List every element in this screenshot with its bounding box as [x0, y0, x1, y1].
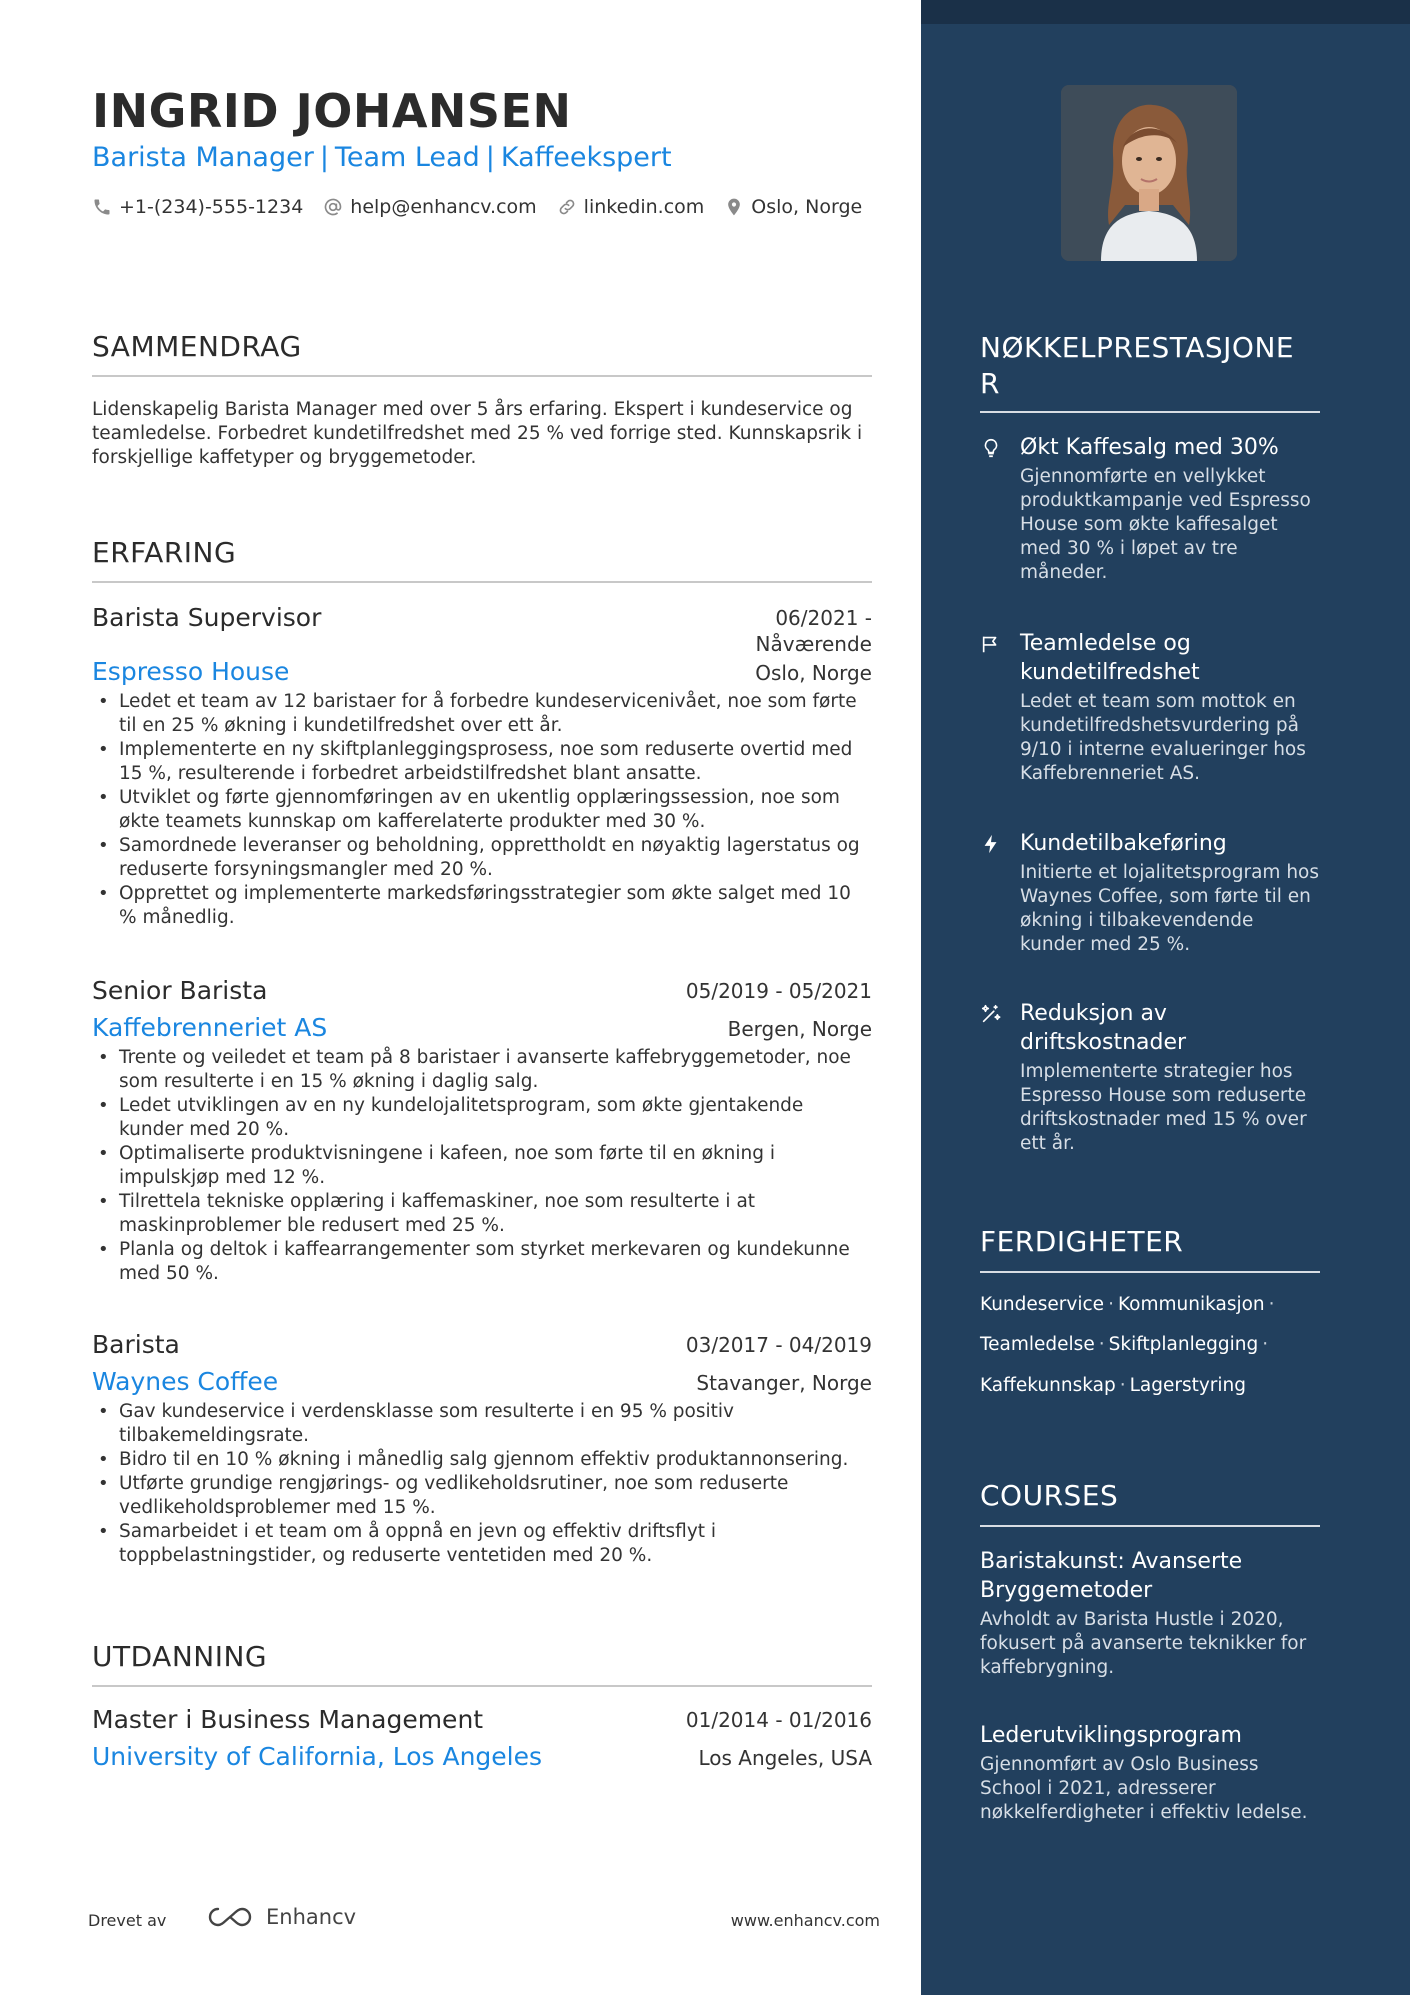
job-entry — [92, 1330, 872, 1568]
headline — [92, 142, 672, 173]
bullet-item: • Gav kundeservice i verdensklasse som resulterte i en 95 % positiv tilbakemeldingsrate. — [92, 1400, 872, 1448]
bullet-item: • Ledet et team av 12 baristaer for å forbedre kundeservicenivået, noe som førte til en 25 % økning i kundetilfredshet over ett år. — [92, 690, 872, 738]
achievement-desc: Ledet et team som mottok en kundetilfredshetsvurdering på 9/10 i interne evalueringer hos Kaffebrenneriet AS. — [1020, 691, 1306, 784]
achievement-desc: Implementerte strategier hos Espresso House som reduserte driftskostnader med 15 % over ett år. — [1020, 1061, 1307, 1154]
bullet-item: • Opprettet og implementerte markedsføringsstrategier som økte salget med 10 % månedlig. — [92, 882, 872, 930]
profile-photo — [1061, 85, 1237, 261]
email-address: help@enhancv.com — [350, 196, 537, 218]
skills-divider — [980, 1271, 1320, 1273]
footer — [88, 1905, 880, 1933]
lightbulb-icon — [980, 437, 1002, 459]
bullet-item: • Utførte grundige rengjørings- og vedlikeholdsrutiner, noe som reduserte vedlikeholdsproblemer med 15 %. — [92, 1472, 872, 1520]
course-desc: Avholdt av Barista Hustle i 2020, fokusert på avanserte teknikker for kaffebrygning. — [980, 1609, 1307, 1678]
achievement-desc: Initierte et lojalitetsprogram hos Waynes Coffee, som førte til en økning i tilbakevendende kunder med 25 %. — [1020, 862, 1320, 955]
skills-row: Teamledelse · Skiftplanlegging · — [980, 1334, 1269, 1355]
achievement-item — [980, 433, 1320, 585]
achievements-heading-line1: NØKKELPRESTASJONE — [980, 331, 1295, 364]
contact-phone[interactable] — [92, 196, 303, 218]
courses-heading: COURSES — [980, 1479, 1119, 1512]
company-name: Kaffebrenneriet AS — [92, 1013, 328, 1042]
contact-bar — [92, 196, 862, 218]
lightning-icon — [980, 833, 1002, 855]
job-location: Stavanger, Norge — [696, 1371, 872, 1395]
bullet-item: • Optimaliserte produktvisningene i kafeen, noe som førte til en økning i impulskjøp med 12 %. — [92, 1142, 872, 1190]
bullet-item: • Bidro til en 10 % økning i månedlig salg gjennom effektiv produktannonsering. — [92, 1448, 872, 1472]
achievements-divider — [980, 411, 1320, 413]
sidebar-top-band — [921, 0, 1410, 24]
skill-tag: Kommunikasjon — [1117, 1294, 1265, 1315]
headline-role-2: Team Lead — [334, 142, 480, 173]
magic-wand-icon — [980, 1003, 1002, 1025]
skills-row: Kundeservice · Kommunikasjon · — [980, 1294, 1275, 1315]
education-divider — [92, 1685, 872, 1687]
education-heading: UTDANNING — [92, 1640, 268, 1673]
summary-text: Lidenskapelig Barista Manager med over 5 års erfaring. Ekspert i kundeservice og teamledelse. Forbedret kundetilfredshet med 25 % ved forrige sted. Kunnskapsrik i forskjellige kaffetyper og bryggemetoder. — [92, 399, 863, 468]
achievement-title: Teamledelse og kundetilfredshet — [1020, 631, 1200, 685]
flag-icon — [980, 633, 1002, 655]
portrait-image — [1061, 85, 1237, 261]
skill-tag: Kaffekunnskap — [980, 1375, 1116, 1396]
candidate-name: INGRID JOHANSEN — [92, 84, 572, 138]
location-text: Oslo, Norge — [751, 196, 863, 218]
job-bullets — [92, 690, 872, 930]
achievements-heading — [980, 330, 1294, 402]
course-item — [980, 1721, 1320, 1825]
skills-row: Kaffekunnskap · Lagerstyring — [980, 1375, 1247, 1396]
headline-role-3: Kaffeekspert — [500, 142, 672, 173]
phone-icon — [92, 197, 112, 217]
achievement-item — [980, 829, 1320, 957]
course-title: Baristakunst: Avanserte Bryggemetoder — [980, 1549, 1243, 1603]
brand-name: Enhancv — [266, 1905, 357, 1929]
company-name: Espresso House — [92, 657, 290, 686]
job-role: Barista Supervisor — [92, 603, 322, 632]
school-name: University of California, Los Angeles — [92, 1742, 543, 1771]
link-icon — [557, 197, 577, 217]
bullet-item: • Samarbeidet i et team om å oppnå en jevn og effektiv driftsflyt i toppbelastningstider, og reduserte ventetiden med 20 %. — [92, 1520, 872, 1568]
experience-heading: ERFARING — [92, 536, 237, 569]
bullet-item: • Implementerte en ny skiftplanleggingsprosess, noe som reduserte overtid med 15 %, resulterende i forbedret arbeidstilfredshet blant ansatte. — [92, 738, 872, 786]
achievement-title: Reduksjon av driftskostnader — [1020, 1001, 1187, 1055]
skill-tag: Kundeservice — [980, 1294, 1105, 1315]
contact-email[interactable] — [323, 196, 536, 218]
achievements-heading-line2: R — [980, 367, 1000, 400]
achievement-desc: Gjennomførte en vellykket produktkampanje ved Espresso House som økte kaffesalget med 30 % i løpet av tre måneder. — [1020, 466, 1311, 583]
at-sign-icon — [323, 197, 343, 217]
course-title: Lederutviklingsprogram — [980, 1723, 1242, 1748]
course-item — [980, 1547, 1320, 1680]
job-dates: 03/2017 - 04/2019 — [685, 1333, 872, 1357]
education-entry — [92, 1705, 872, 1771]
bullet-item: • Planla og deltok i kaffearrangementer som styrket merkevaren og kundekunne med 50 %. — [92, 1238, 872, 1286]
job-role: Barista — [92, 1330, 180, 1359]
job-location: Bergen, Norge — [727, 1017, 872, 1041]
bullet-item: • Ledet utviklingen av en ny kundelojalitetsprogram, som økte gjentakende kunder med 20 %. — [92, 1094, 872, 1142]
headline-separator: | — [319, 142, 329, 173]
job-dates: 05/2019 - 05/2021 — [685, 979, 872, 1003]
company-name: Waynes Coffee — [92, 1367, 279, 1396]
job-dates — [756, 603, 872, 657]
job-bullets — [92, 1400, 872, 1568]
phone-number: +1-(234)-555-1234 — [119, 196, 304, 218]
enhancv-logo[interactable] — [206, 1905, 356, 1929]
education-dates: 01/2014 - 01/2016 — [685, 1708, 872, 1732]
linkedin-link: linkedin.com — [583, 196, 705, 218]
enhancv-logo-icon — [206, 1905, 254, 1929]
bullet-item: • Trente og veiledet et team på 8 baristaer i avanserte kaffebryggemetoder, noe som resulterte i en 15 % økning i daglig salg. — [92, 1046, 872, 1094]
education-location: Los Angeles, USA — [698, 1746, 872, 1770]
website-link[interactable]: www.enhancv.com — [730, 1911, 880, 1930]
job-bullets — [92, 1046, 872, 1286]
courses-divider — [980, 1525, 1320, 1527]
course-desc: Gjennomført av Oslo Business School i 2021, adresserer nøkkelferdigheter i effektiv ledelse. — [980, 1754, 1308, 1823]
contact-linkedin[interactable] — [557, 196, 705, 218]
contact-location — [724, 196, 862, 218]
summary-divider — [92, 375, 872, 377]
headline-separator: | — [485, 142, 495, 173]
experience-divider — [92, 581, 872, 583]
bullet-item: • Samordnede leveranser og beholdning, opprettholdt en nøyaktig lagerstatus og reduserte forsyningsmangler med 20 %. — [92, 834, 872, 882]
sidebar — [921, 0, 1410, 1995]
summary-heading: SAMMENDRAG — [92, 330, 302, 363]
job-entry — [92, 603, 872, 930]
powered-by-label: Drevet av — [88, 1911, 167, 1930]
achievement-item — [980, 999, 1320, 1156]
degree-name: Master i Business Management — [92, 1705, 484, 1734]
skill-tag: Skiftplanlegging — [1108, 1334, 1259, 1355]
bullet-item: • Tilrettela tekniske opplæring i kaffemaskiner, noe som resulterte i at maskinproblemer ble redusert med 25 %. — [92, 1190, 872, 1238]
skill-tag: Lagerstyring — [1129, 1375, 1247, 1396]
skills-heading: FERDIGHETER — [980, 1225, 1184, 1258]
achievement-title: Økt Kaffesalg med 30% — [1020, 435, 1279, 460]
job-role: Senior Barista — [92, 976, 268, 1005]
job-date-end: Nåværende — [755, 632, 872, 656]
skill-tag: Teamledelse — [980, 1334, 1095, 1355]
job-entry — [92, 976, 872, 1286]
achievement-item — [980, 629, 1320, 786]
achievement-title: Kundetilbakeføring — [1020, 831, 1227, 856]
bullet-item: • Utviklet og førte gjennomføringen av en ukentlig opplæringssession, noe som økte teamets kunnskap om kafferelaterte produkter med 30 %. — [92, 786, 872, 834]
job-location: Oslo, Norge — [755, 661, 872, 685]
headline-role-1: Barista Manager — [92, 142, 314, 173]
job-date-start: 06/2021 - — [775, 606, 872, 630]
location-pin-icon — [724, 197, 744, 217]
